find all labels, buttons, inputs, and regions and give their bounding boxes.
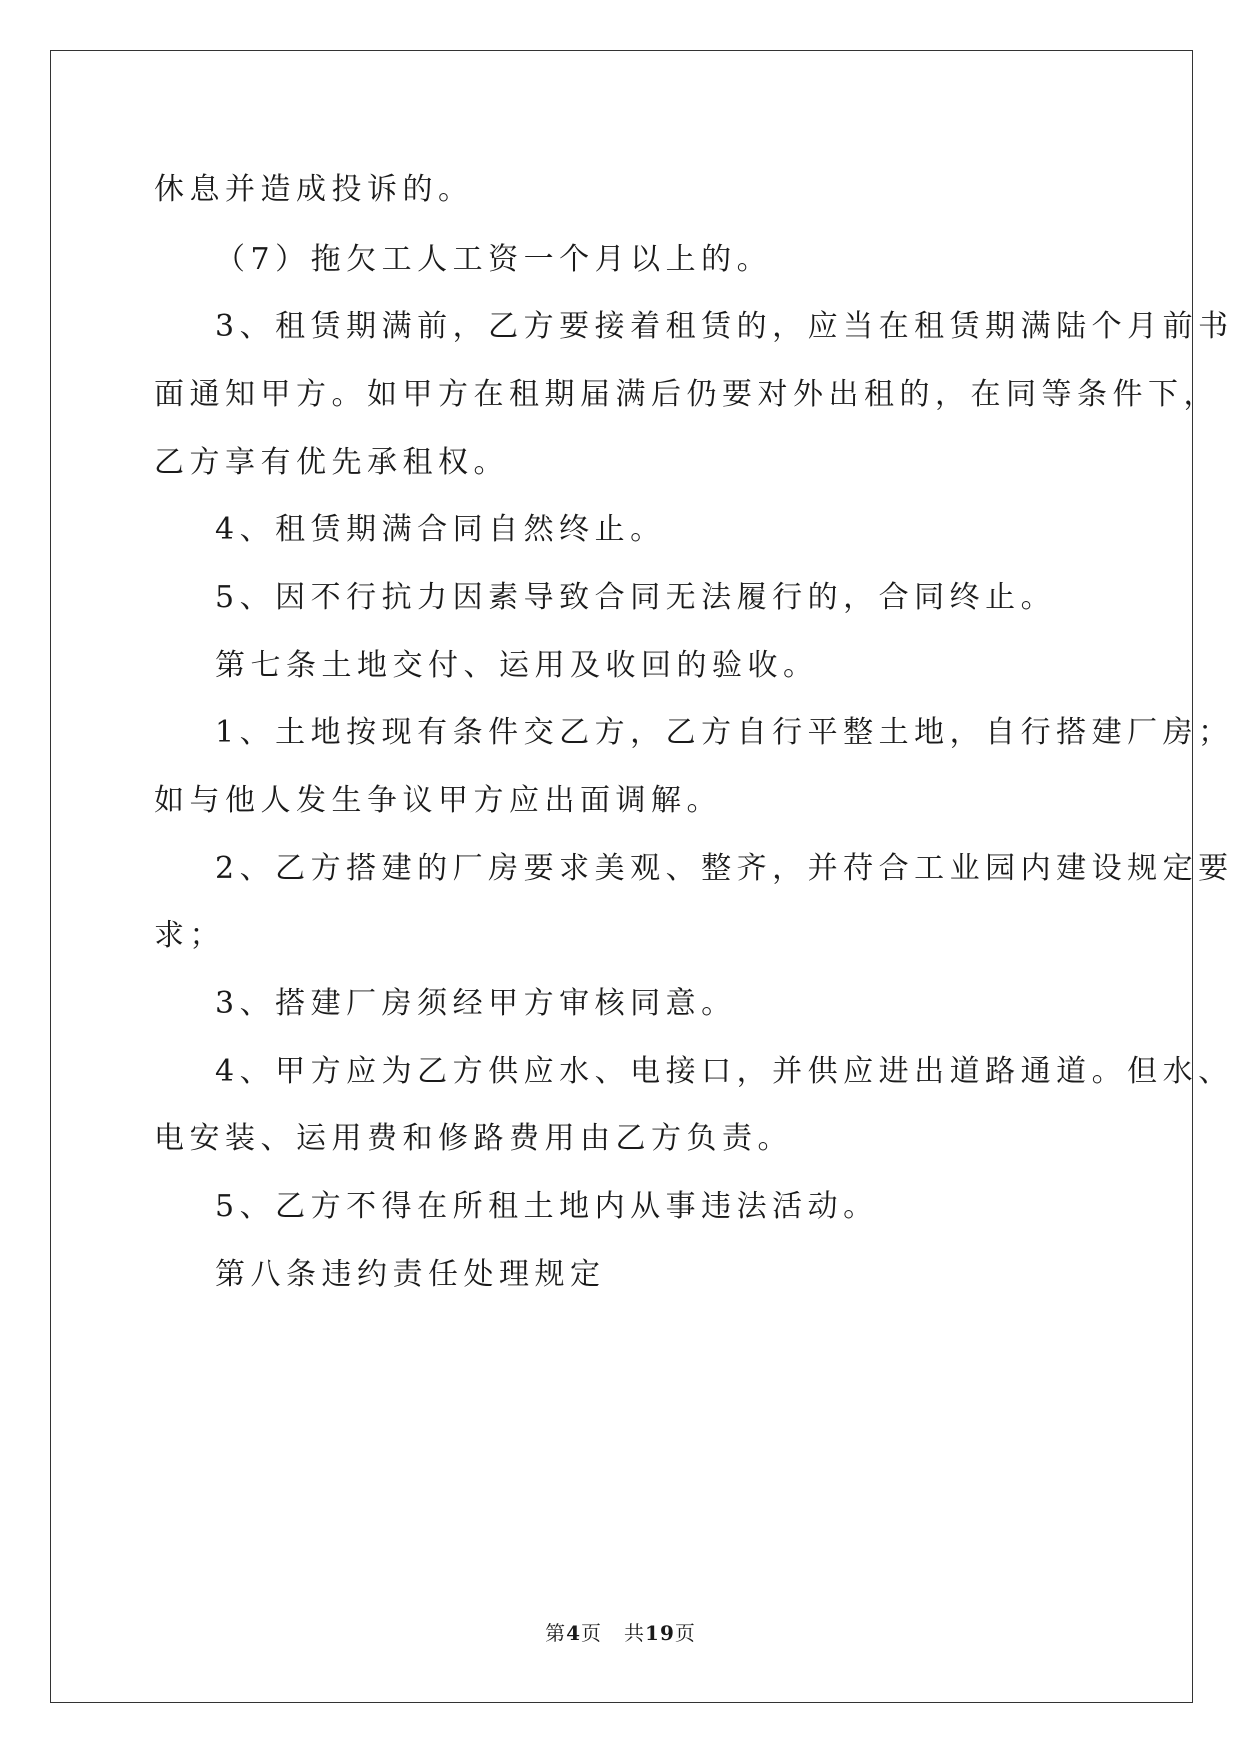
text-line: 3、租赁期满前，乙方要接着租赁的，应当在租赁期满陆个月前书 bbox=[215, 309, 1234, 344]
total-prefix: 共 bbox=[624, 1621, 646, 1645]
text-line: 如与他人发生争议甲方应出面调解。 bbox=[154, 783, 722, 818]
text-line: 电安装、运用费和修路费用由乙方负责。 bbox=[154, 1121, 793, 1156]
text-line: 4、租赁期满合同自然终止。 bbox=[215, 512, 666, 547]
text-line: 3、搭建厂房须经甲方审核同意。 bbox=[215, 986, 737, 1021]
text-line: 休息并造成投诉的。 bbox=[154, 172, 474, 207]
section-heading: 第七条土地交付、运用及收回的验收。 bbox=[215, 648, 819, 683]
text-line: （7）拖欠工人工资一个月以上的。 bbox=[215, 242, 773, 277]
page-footer bbox=[0, 1620, 1241, 1646]
total-pages: 19 bbox=[645, 1621, 675, 1645]
text-line: 求； bbox=[154, 918, 225, 953]
total-suffix: 页 bbox=[674, 1621, 696, 1645]
text-line: 4、甲方应为乙方供应水、电接口，并供应进出道路通道。但水、 bbox=[215, 1054, 1234, 1089]
page-number: 4 bbox=[566, 1621, 582, 1645]
text-line: 1、土地按现有条件交乙方，乙方自行平整土地，自行搭建厂房； bbox=[215, 715, 1234, 750]
text-line: 2、乙方搭建的厂房要求美观、整齐，并苻合工业园内建设规定要 bbox=[215, 851, 1234, 886]
text-line: 5、因不行抗力因素导致合同无法履行的，合同终止。 bbox=[215, 580, 1057, 615]
page-suffix: 页 bbox=[581, 1621, 603, 1645]
text-line: 面通知甲方。如甲方在租期届满后仍要对外出租的，在同等条件下， bbox=[154, 377, 1219, 412]
text-line: 5、乙方不得在所租土地内从事违法活动。 bbox=[215, 1189, 879, 1224]
page-prefix: 第 bbox=[545, 1621, 567, 1645]
text-line: 乙方享有优先承租权。 bbox=[154, 445, 509, 480]
section-heading: 第八条违约责任处理规定 bbox=[215, 1257, 606, 1292]
